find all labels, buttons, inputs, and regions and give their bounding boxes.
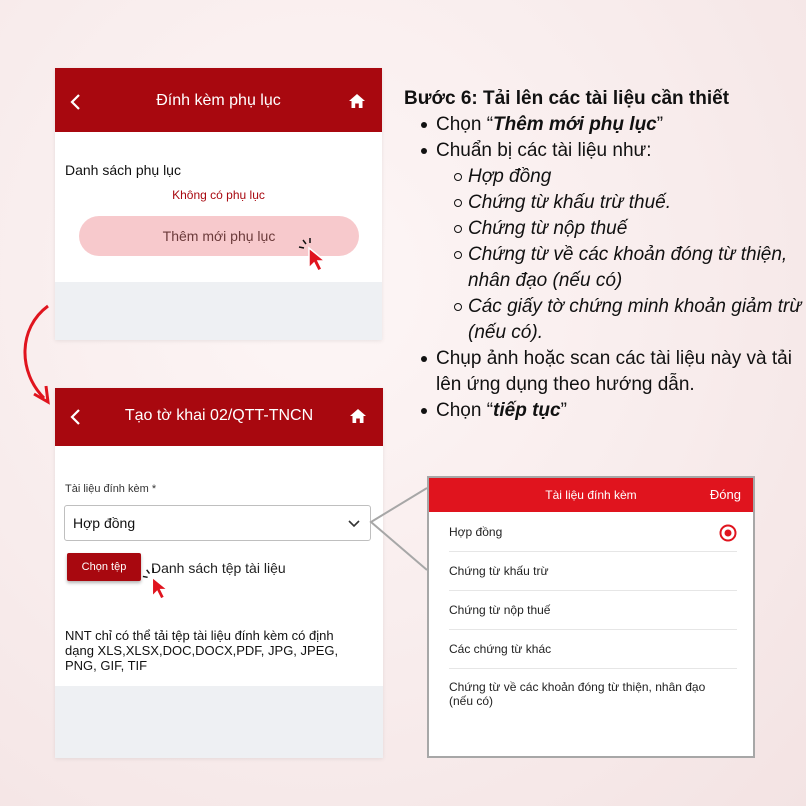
option-label: Chứng từ về các khoản đóng từ thiện, nhân đạo (nếu có) [449,680,706,708]
sub-item: Chứng từ về các khoản đóng từ thiện, nhân đạo (nếu có) [404,242,804,294]
option-item[interactable] [449,668,737,720]
chevron-down-icon [348,520,360,528]
sub-item: Chứng từ khấu trừ thuế. [404,190,804,216]
bullet-continue [404,398,804,424]
page-title: Tạo tờ khai 02/QTT-TNCN [124,407,314,424]
add-appendix-label: Thêm mới phụ lục [162,228,276,244]
instructions [404,86,804,424]
empty-area [55,686,383,758]
sub-item: Chứng từ nộp thuế [404,216,804,242]
choose-file-button[interactable] [67,553,141,581]
field-label: Tài liệu đính kèm * [65,483,157,495]
format-note: NNT chỉ có thể tải tệp tài liệu đính kèm có định dạng XLS,XLSX,DOC,DOCX,PDF, JPG, JPEG, PNG, GIF, TIF [65,628,339,673]
option-label: Các chứng từ khác [449,642,552,656]
empty-area [55,282,382,340]
empty-text: Không có phụ lục [172,188,265,202]
option-label: Chứng từ khấu trừ [449,564,549,578]
option-item[interactable] [449,629,737,669]
option-item[interactable] [449,551,737,591]
zoom-connector [369,486,429,576]
bullet-text: ” [656,114,664,135]
screen-create-declaration [55,388,383,758]
bullet-select-add [404,112,804,138]
close-button[interactable]: Đóng [709,487,741,502]
cursor-click-icon [141,566,175,600]
sub-item: Hợp đồng [404,164,804,190]
modal-header [429,478,753,512]
document-type-select[interactable] [64,505,371,541]
sub-item: Các giấy tờ chứng minh khoản giảm trừ (nếu có). [404,294,804,346]
list-heading: Danh sách phụ lục [65,162,181,178]
emphasis-continue: tiếp tục [493,400,561,421]
step-heading: Bước 6: Tải lên các tài liệu cần thiết [404,88,730,109]
select-value: Hợp đồng [73,515,136,531]
home-icon[interactable] [348,93,366,109]
bullet-text: Chọn “ [436,400,494,421]
home-icon[interactable] [349,408,367,424]
bullet-upload: Chụp ảnh hoặc scan các tài liệu này và tải lên ứng dụng theo hướng dẫn. [404,346,804,398]
choose-file-label: Chọn tệp [81,561,127,573]
cursor-click-icon [297,236,333,272]
bullet-text: ” [560,400,567,421]
emphasis-add-appendix: Thêm mới phụ lục [493,114,657,135]
bullet-text: Chọn “ [436,114,494,135]
document-type-modal [427,476,755,758]
option-item[interactable] [449,512,737,552]
page-title: Đính kèm phụ lục [156,92,281,109]
modal-title: Tài liệu đính kèm [545,488,637,502]
bullet-prepare: Chuẩn bị các tài liệu như: [404,138,804,164]
option-label: Hợp đồng [449,525,503,539]
file-list-label: Danh sách tệp tài liệu [151,560,286,576]
radio-selected-icon[interactable] [719,524,737,542]
header-bar [55,388,383,446]
option-label: Chứng từ nộp thuế [449,603,551,617]
option-item[interactable] [449,590,737,630]
header-bar [55,68,382,132]
screen-attach-appendix [55,68,382,340]
